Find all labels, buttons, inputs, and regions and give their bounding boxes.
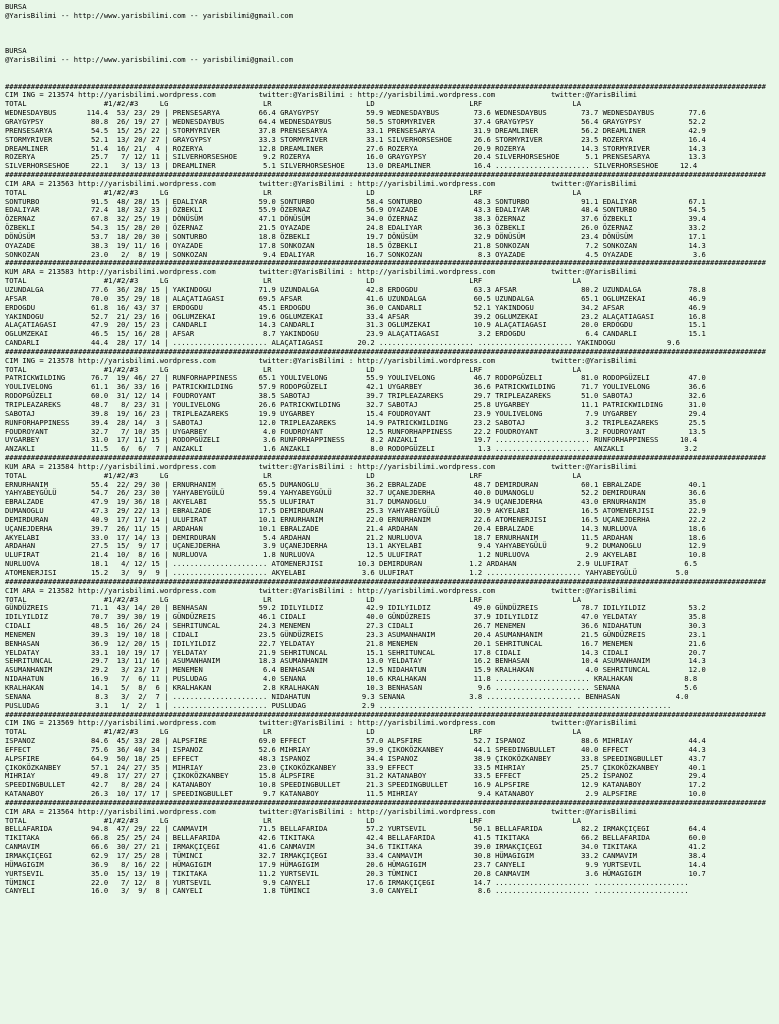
text-line: AKYELABI 33.0 17/ 14/ 13 | DEMIRDURAN 5.4 ARDAHAN 21.2 NURLUOVA 18.7 ERNURHANIM 11.5 ARDAHAN 18.6	[5, 532, 706, 542]
text-line: FOUDROYANT 32.7 7/ 10/ 35 | UYGARBEY 4.0 FOUDROYANT 12.5 RUNFORHAPPINESS 22.2 FOUDROYANT 3.2 FOUDROYANT 13.5	[5, 426, 706, 436]
text-line: SPEEDINGBULLET 42.7 8/ 28/ 24 | KATANABOY 10.8 SPEEDINGBULLET 21.3 SPEEDINGBULLET 16.9 ALPSFIRE 12.9 KATANABOY 17.2	[5, 780, 706, 790]
text-line: IDILYILDIZ 70.7 39/ 30/ 19 | GÜNDÜZREIS 46.1 CIDALI 40.0 GÜNDÜZREIS 37.9 IDILYILDIZ 47.0 YELDATAY 35.8	[5, 612, 706, 622]
text-line: KATANABOY 26.3 10/ 17/ 17 | SPEEDINGBULLET 9.7 KATANABOY 11.5 MIHRIAY 9.4 KATANABOY 2.9 ALPSFIRE 10.0	[5, 789, 706, 799]
text-line: DEMIRDURAN 40.9 17/ 17/ 14 | ULUFIRAT 10.1 ERNURHANIM 22.0 ERNURHANIM 22.6 ATOMENERJISI 16.5 UÇANEJDERHA 22.2	[5, 514, 706, 524]
text-line: MIHRIAY 49.8 17/ 27/ 27 | ÇIKOKÖZKANBEY 15.8 ALPSFIRE 31.2 KATANABOY 33.5 EFFECT 25.2 ISPANOZ 29.4	[5, 771, 706, 781]
text-line: @YarisBilimi -- http://www.yarisbilimi.com -- yarisbilimi@gmail.com	[5, 55, 294, 65]
text-line: SEHRITUNCAL 29.7 13/ 11/ 16 | ASUMANHANIM 18.3 ASUMANHANIM 13.0 YELDATAY 16.2 BENHASAN 10.4 ASUMANHANIM 14.3	[5, 656, 706, 666]
text-line: NIDAHATUN 16.9 7/ 6/ 11 | PUSLUDAG 4.0 SENANA 10.6 KRALHAKAN 11.8 ...................... KRALHAKAN 8.8	[5, 674, 698, 684]
text-line: BURSA	[5, 46, 27, 56]
text-line: CIM ARA = 213582 http://yarisbilimi.wordpress.com twitter:@YarisBilimi : http://yarisbilimi.wordpress.com twitter:@YarisBilimi	[5, 585, 637, 595]
text-line: SABOTAJ 39.8 19/ 16/ 23 | TRIPLEAZAREKS 19.9 UYGARBEY 15.4 FOUDROYANT 23.9 YOULIVELONG 7.9 UYGARBEY 29.4	[5, 408, 706, 418]
text-line: SONKOZAN 23.0 2/ 8/ 19 | SONKOZAN 9.4 EDALIYAR 16.7 SONKOZAN 8.3 OYAZADE 4.5 OYAZADE 3.6	[5, 249, 706, 259]
text-line: KUM ARA = 213583 http://yarisbilimi.wordpress.com twitter:@YarisBilimi : http://yarisbilimi.wordpress.com twitter:@YarisBilimi	[5, 267, 637, 277]
text-line: KUM ARA = 213584 http://yarisbilimi.wordpress.com twitter:@YarisBilimi : http://yarisbilimi.wordpress.com twitter:@YarisBilimi	[5, 461, 637, 471]
text-line: BENHASAN 36.9 12/ 20/ 15 | IDILYILDIZ 22.7 YELDATAY 21.8 MENEMEN 20.1 SEHRITUNCAL 16.7 MENEMEN 21.6	[5, 638, 706, 648]
separator-line: #################################################################################################################################################################################	[5, 170, 766, 180]
column-header-row: TOTAL #1/#2/#3 LG LR LD LRF LA	[5, 470, 582, 480]
text-line: AFSAR 70.0 35/ 29/ 18 | ALAÇATIAGASI 69.5 AFSAR 41.6 UZUNDALGA 60.5 UZUNDALGA 65.1 OGLUMZEKAI 46.9	[5, 293, 706, 303]
text-line: YOULIVELONG 61.1 36/ 33/ 16 | PATRICKWILDING 57.9 RODOPGÜZELI 42.1 UYGARBEY 36.6 PATRICKWILDING 71.7 YOULIVELONG 36.6	[5, 382, 706, 392]
text-line: ÖZBEKLI 54.3 15/ 28/ 20 | ÖZERNAZ 21.5 OYAZADE 24.8 EDALIYAR 36.3 ÖZBEKLI 26.0 ÖZERNAZ 33.2	[5, 223, 706, 233]
text-line: CIM ING = 213578 http://yarisbilimi.wordpress.com twitter:@YarisBilimi : http://yarisbilimi.wordpress.com twitter:@YarisBilimi	[5, 355, 637, 365]
text-line: PATRICKWILDING 76.7 19/ 46/ 27 | RUNFORHAPPINESS 65.1 YOULIVELONG 55.9 YOULIVELONG 46.7 RODOPGÜZELI 81.0 RODOPGÜZELI 47.0	[5, 373, 706, 383]
text-line: DREAMLINER 51.4 16/ 21/ 4 | ROZERYA 12.8 DREAMLINER 27.6 ROZERYA 20.9 ROZERYA 14.3 STORMYRIVER 14.3	[5, 143, 706, 153]
text-line: ASUMANHANIM 29.2 3/ 23/ 17 | MENEMEN 6.4 BENHASAN 12.5 NIDAHATUN 15.9 KRALHAKAN 4.0 SEHRITUNCAL 12.0	[5, 665, 706, 675]
text-line: ERDOGDU 61.8 16/ 43/ 37 | ERDOGDU 45.1 ERDOGDU 36.0 CANDARLI 52.1 YAKINDOGU 34.2 AFSAR 46.9	[5, 302, 706, 312]
text-line: GRAYGYPSY 80.8 26/ 19/ 27 | WEDNESDAYBUS 64.4 WEDNESDAYBUS 50.5 STORMYRIVER 37.4 GRAYGYPSY 56.4 GRAYGYPSY 52.2	[5, 116, 706, 126]
column-header-row: TOTAL #1/#2/#3 LG LR LD LRF LA	[5, 187, 582, 197]
column-header-row: TOTAL #1/#2/#3 LG LR LD LRF LA	[5, 276, 582, 286]
text-line: @YarisBilimi -- http://www.yarisbilimi.com -- yarisbilimi@gmail.com	[5, 10, 294, 20]
text-line: SILVERHORSESHOE 22.1 3/ 13/ 13 | DREAMLINER 5.1 SILVERHORSESHOE 13.0 DREAMLINER 16.4 ...................... SILVERHORSESHOE 12.4	[5, 161, 698, 171]
text-line: CIM ARA = 213564 http://yarisbilimi.wordpress.com twitter:@YarisBilimi : http://yarisbilimi.wordpress.com twitter:@YarisBilimi	[5, 806, 637, 816]
text-line: MENEMEN 39.3 19/ 10/ 18 | CIDALI 23.5 GÜNDÜZREIS 23.3 ASUMANHANIM 20.4 ASUMANHANIM 21.5 GÜNDÜZREIS 23.1	[5, 629, 706, 639]
text-line: RODOPGÜZELI 60.0 31/ 12/ 14 | FOUDROYANT 38.5 SABOTAJ 39.7 TRIPLEAZAREKS 29.7 TRIPLEAZAREKS 51.0 SABOTAJ 32.6	[5, 391, 706, 401]
text-line: TÜMINCI 22.0 7/ 12/ 8 | YURTSEVIL 9.9 CANYELI 17.6 IRMAKÇIÇEGI 14.7 ...................... ......................	[5, 877, 689, 887]
text-line: ALPSFIRE 64.9 50/ 18/ 25 | EFFECT 48.3 ISPANOZ 34.4 ISPANOZ 38.9 ÇIKOKÖZKANBEY 33.8 SPEEDINGBULLET 43.7	[5, 753, 706, 763]
text-line: GÜNDÜZREIS 71.1 43/ 14/ 20 | BENHASAN 59.2 IDILYILDIZ 42.9 IDILYILDIZ 49.0 GÜNDÜZREIS 78.7 IDILYILDIZ 53.2	[5, 603, 706, 613]
text-line: TRIPLEAZAREKS 48.7 8/ 23/ 31 | YOULIVELONG 26.6 PATRICKWILDING 32.7 SABOTAJ 25.8 UYGARBEY 11.1 PATRICKWILDING 31.0	[5, 399, 706, 409]
separator-line: #################################################################################################################################################################################	[5, 258, 766, 268]
text-line: UÇANEJDERHA 39.7 26/ 11/ 15 | ARDAHAN 10.1 EBRALZADE 21.4 ARDAHAN 20.4 EBRALZADE 14.3 NURLUOVA 18.6	[5, 523, 706, 533]
text-line: WEDNESDAYBUS 114.4 53/ 23/ 29 | PRENSESARYA 66.4 GRAYGYPSY 59.9 WEDNESDAYBUS 73.6 WEDNESDAYBUS 73.7 WEDNESDAYBUS 77.6	[5, 108, 706, 118]
text-line: CIDALI 48.5 16/ 26/ 24 | SEHRITUNCAL 24.3 MENEMEN 27.3 CIDALI 26.7 MENEMEN 36.6 NIDAHATUN 30.3	[5, 621, 706, 631]
text-line: SENANA 8.3 3/ 2/ 7 | ...................... NIDAHATUN 9.3 SENANA 3.8 ...................... BENHASAN 4.0	[5, 691, 689, 701]
text-line: ERNURHANIM 55.4 22/ 29/ 30 | ERNURHANIM 65.5 DUMANOGLU 36.2 EBRALZADE 48.7 DEMIRDURAN 60.1 EBRALZADE 40.1	[5, 479, 706, 489]
text-line: EFFECT 75.6 36/ 40/ 34 | ISPANOZ 52.6 MIHRIAY 39.9 ÇIKOKÖZKANBEY 44.1 SPEEDINGBULLET 40.0 EFFECT 44.3	[5, 744, 706, 754]
separator-line: #################################################################################################################################################################################	[5, 346, 766, 356]
text-line: PUSLUDAG 3.1 1/ 2/ 1 | ...................... PUSLUDAG 2.9 ...................... ...................... ......................	[5, 700, 672, 710]
text-line	[5, 65, 779, 74]
text-line: KRALHAKAN 14.1 5/ 8/ 6 | KRALHAKAN 2.8 KRALHAKAN 10.3 BENHASAN 9.6 ...................... SENANA 5.6	[5, 682, 698, 692]
text-line: CIM ING = 213574 http://yarisbilimi.wordpress.com twitter:@YarisBilimi : http://yarisbilimi.wordpress.com twitter:@YarisBilimi	[5, 90, 637, 100]
text-line: EDALIYAR 72.4 18/ 32/ 33 | ÖZBEKLI 55.9 ÖZERNAZ 56.9 OYAZADE 43.3 EDALIYAR 48.4 SONTURBO 54.5	[5, 205, 706, 215]
text-line: ISPANOZ 84.6 45/ 33/ 28 | ALPSFIRE 69.0 EFFECT 57.0 ALPSFIRE 52.7 ISPANOZ 88.6 MIHRIAY 44.4	[5, 736, 706, 746]
text-line: YURTSEVIL 35.0 15/ 13/ 19 | TIKITAKA 11.2 YURTSEVIL 20.3 TÜMINCI 20.8 CANMAVIM 3.6 HÜMAGIGIM 10.7	[5, 868, 706, 878]
text-line: CIM ING = 213569 http://yarisbilimi.wordpress.com twitter:@YarisBilimi : http://yarisbilimi.wordpress.com twitter:@YarisBilimi	[5, 718, 637, 728]
text-line: SONTURBO 91.5 48/ 28/ 15 | EDALIYAR 59.0 SONTURBO 58.4 SONTURBO 48.3 SONTURBO 91.1 EDALIYAR 67.1	[5, 196, 706, 206]
text-line: CANDARLI 44.4 28/ 17/ 14 | ...................... ALAÇATIAGASI 20.2 ...................... ...................... YAKINDOGU 9.6	[5, 338, 680, 348]
separator-line: #################################################################################################################################################################################	[5, 453, 766, 463]
text-line: YAKINDOGU 52.7 21/ 23/ 16 | OGLUMZEKAI 19.6 OGLUMZEKAI 33.4 AFSAR 39.2 OGLUMZEKAI 23.2 ALAÇATIAGASI 16.8	[5, 311, 706, 321]
text-line: ÖZERNAZ 67.8 32/ 25/ 19 | DÖNÜSÜM 47.1 DÖNÜSÜM 34.0 ÖZERNAZ 38.3 ÖZERNAZ 37.6 ÖZBEKLI 39.4	[5, 214, 706, 224]
text-line: ALAÇATIAGASI 47.9 20/ 15/ 23 | CANDARLI 14.3 CANDARLI 31.3 OGLUMZEKAI 10.9 ALAÇATIAGASI 20.0 ERDOGDU 15.1	[5, 320, 706, 330]
text-line	[5, 21, 779, 30]
text-line: DÖNÜSÜM 53.7 18/ 20/ 30 | SONTURBO 18.8 ÖZBEKLI 19.7 DÖNÜSÜM 32.9 DÖNÜSÜM 23.4 DÖNÜSÜM 17.1	[5, 231, 706, 241]
separator-line: #################################################################################################################################################################################	[5, 797, 766, 807]
text-line: EBRALZADE 47.9 19/ 36/ 18 | AKYELABI 55.5 ULUFIRAT 31.7 DUMANOGLU 34.9 UÇANEJDERHA 43.0 ERNURHANIM 35.0	[5, 497, 706, 507]
column-header-row: TOTAL #1/#2/#3 LG LR LD LRF LA	[5, 594, 582, 604]
text-line: IRMAKÇIÇEGI 62.9 17/ 25/ 28 | TÜMINCI 32.7 IRMAKÇIÇEGI 33.4 CANMAVIM 30.8 HÜMAGIGIM 33.2 CANMAVIM 38.4	[5, 851, 706, 860]
text-line: BURSA	[5, 2, 27, 11]
column-header-row: TOTAL #1/#2/#3 LG LR LD LRF LA	[5, 815, 582, 825]
text-line: ÇIKOKÖZKANBEY 57.1 24/ 27/ 35 | MIHRIAY 23.0 ÇIKOKÖZKANBEY 33.9 EFFECT 33.5 MIHRIAY 25.7 ÇIKOKÖZKANBEY 40.1	[5, 762, 706, 772]
text-line: DUMANOGLU 47.3 29/ 22/ 13 | EBRALZADE 17.5 DEMIRDURAN 25.3 YAHYABEYGÜLÜ 30.9 AKYELABI 16.5 ATOMENERJISI 22.9	[5, 506, 706, 516]
text-line: YAHYABEYGÜLÜ 54.7 26/ 23/ 30 | YAHYABEYGÜLÜ 59.4 YAHYABEYGÜLÜ 32.7 UÇANEJDERHA 40.0 DUMANOGLU 52.2 DEMIRDURAN 36.6	[5, 488, 706, 498]
text-line: OYAZADE 38.3 19/ 11/ 16 | OYAZADE 17.8 SONKOZAN 18.5 ÖZBEKLI 21.8 SONKOZAN 7.2 SONKOZAN 14.3	[5, 240, 706, 250]
text-line: TIKITAKA 66.8 25/ 25/ 24 | BELLAFARIDA 42.6 TIKITAKA 42.4 BELLAFARIDA 41.5 TIKITAKA 66.2 BELLAFARIDA 60.0	[5, 833, 706, 843]
text-line: NURLUOVA 18.1 4/ 12/ 15 | ...................... ATOMENERJISI 10.3 DEMIRDURAN 1.2 ARDAHAN 2.9 ULUFIRAT 6.5	[5, 559, 698, 569]
text-line: YELDATAY 33.1 10/ 19/ 17 | YELDATAY 21.9 SEHRITUNCAL 15.1 SEHRITUNCAL 17.8 CIDALI 14.3 CIDALI 20.7	[5, 647, 706, 657]
column-header-row: TOTAL #1/#2/#3 LG LR LD LRF LA	[5, 99, 582, 109]
column-header-row: TOTAL #1/#2/#3 LG LR LD LRF LA	[5, 727, 582, 737]
text-line: STORMYRIVER 52.1 13/ 20/ 27 | GRAYGYPSY 33.3 STORMYRIVER 33.1 SILVERHORSESHOE 26.6 STORMYRIVER 23.5 ROZERYA 16.4	[5, 134, 706, 144]
separator-line: #################################################################################################################################################################################	[5, 709, 766, 719]
text-line: ANZAKLI 11.5 6/ 6/ 7 | ANZAKLI 1.6 ANZAKLI 8.0 RODOPGÜZELI 1.3 ...................... ANZAKLI 3.2	[5, 444, 698, 454]
text-line: PRENSESARYA 54.5 15/ 25/ 22 | STORMYRIVER 37.8 PRENSESARYA 33.1 PRENSESARYA 31.9 DREAMLINER 56.2 DREAMLINER 42.9	[5, 125, 706, 135]
text-line	[5, 30, 779, 39]
separator-line: #################################################################################################################################################################################	[5, 81, 766, 91]
text-line: ULUFIRAT 21.4 10/ 8/ 16 | NURLUOVA 1.8 NURLUOVA 12.5 ULUFIRAT 1.2 NURLUOVA 2.9 AKYELABI 10.8	[5, 550, 706, 560]
text-line: RUNFORHAPPINESS 39.4 28/ 14/ 3 | SABOTAJ 12.0 TRIPLEAZAREKS 14.9 PATRICKWILDING 23.2 SABOTAJ 3.2 TRIPLEAZAREKS 25.5	[5, 417, 706, 427]
text-line: BELLAFARIDA 94.8 47/ 29/ 22 | CANMAVIM 71.5 BELLAFARIDA 57.2 YURTSEVIL 50.1 BELLAFARIDA 82.2 IRMAKÇIÇEGI 64.4	[5, 824, 706, 834]
text-line: ARDAHAN 27.5 15/ 9/ 17 | UÇANEJDERHA 3.9 UÇANEJDERHA 13.1 AKYELABI 9.4 YAHYABEYGÜLÜ 9.2 DUMANOGLU 12.9	[5, 541, 706, 551]
text-line: ROZERYA 25.7 7/ 12/ 11 | SILVERHORSESHOE 9.2 ROZERYA 16.0 GRAYGYPSY 20.4 SILVERHORSESHOE 5.1 PRENSESARYA 13.3	[5, 152, 706, 162]
column-header-row: TOTAL #1/#2/#3 LG LR LD LRF LA	[5, 364, 582, 374]
separator-line: #################################################################################################################################################################################	[5, 576, 766, 586]
text-line: HÜMAGIGIM 36.9 8/ 16/ 22 | HÜMAGIGIM 17.9 HÜMAGIGIM 20.6 HÜMAGIGIM 23.7 CANYELI 9.9 YURTSEVIL 14.4	[5, 859, 706, 869]
text-line: CANYELI 16.0 3/ 9/ 8 | CANYELI 1.8 TÜMINCI 3.0 CANYELI 8.6 ...................... ......................	[5, 886, 689, 896]
text-line: ATOMENERJISI 15.2 3/ 9/ 9 | ...................... AKYELABI 3.6 ULUFIRAT 1.2 ...................... YAHYABEYGÜLÜ 5.0	[5, 568, 689, 577]
text-line: CANMAVIM 66.6 30/ 27/ 21 | IRMAKÇIÇEGI 41.6 CANMAVIM 34.6 TIKITAKA 39.0 IRMAKÇIÇEGI 34.0 TIKITAKA 41.2	[5, 842, 706, 852]
text-line: CIM ARA = 213563 http://yarisbilimi.wordpress.com twitter:@YarisBilimi : http://yarisbilimi.wordpress.com twitter:@YarisBilimi	[5, 178, 637, 188]
text-line: OGLUMZEKAI 46.5 15/ 16/ 28 | AFSAR 8.7 YAKINDOGU 23.9 ALAÇATIAGASI 3.2 ERDOGDU 6.4 CANDARLI 15.1	[5, 329, 706, 339]
text-line: UYGARBEY 31.0 17/ 11/ 15 | RODOPGÜZELI 3.6 RUNFORHAPPINESS 8.2 ANZAKLI 19.7 ...................... RUNFORHAPPINESS 10.4	[5, 435, 698, 445]
text-line	[5, 38, 779, 47]
text-line: UZUNDALGA 77.6 36/ 28/ 15 | YAKINDOGU 71.9 UZUNDALGA 42.8 ERDOGDU 63.3 AFSAR 80.2 UZUNDALGA 78.8	[5, 285, 706, 294]
